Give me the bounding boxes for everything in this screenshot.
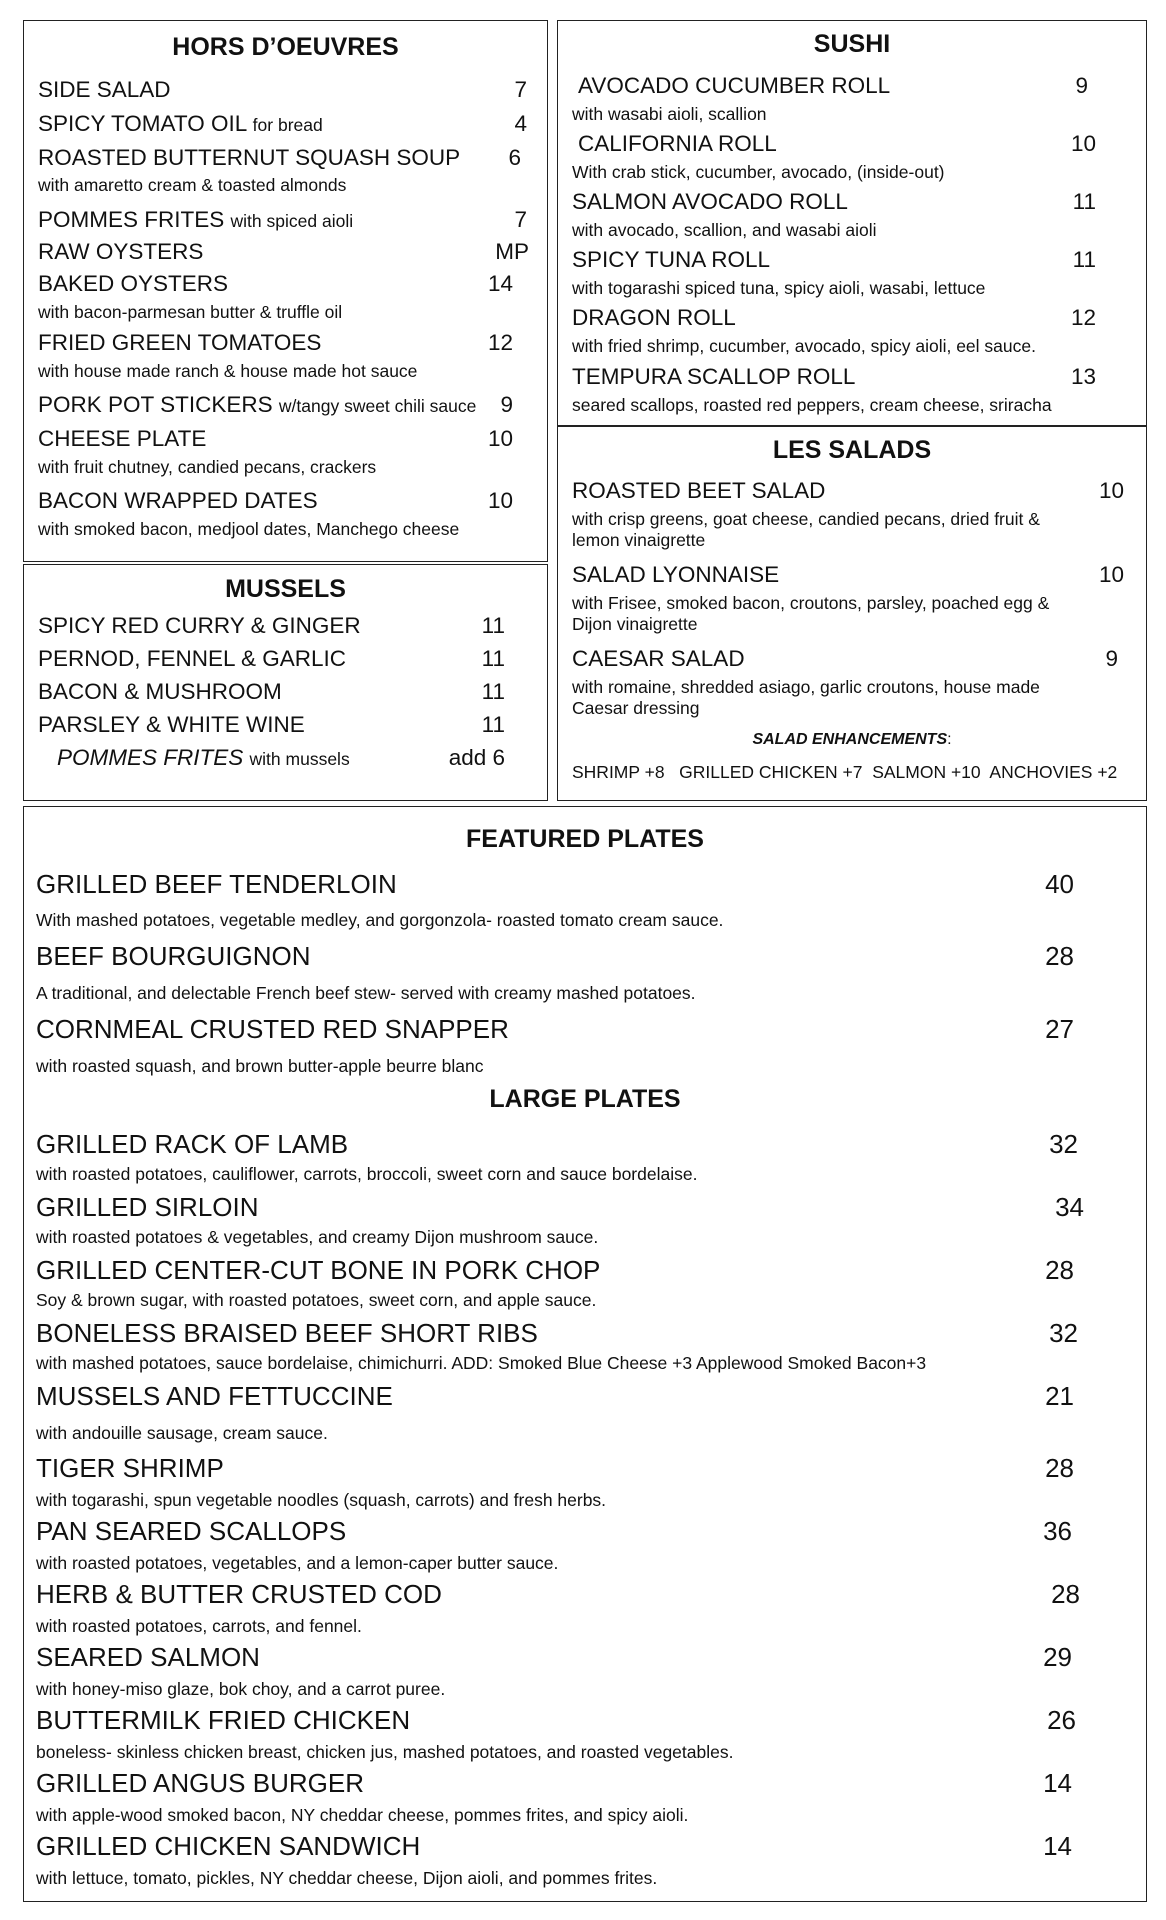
salad-enhancements-list: SHRIMP +8 GRILLED CHICKEN +7 SALMON +10 ANCHOVIES +2 [572, 762, 1118, 782]
menu-item-price: 10 [487, 426, 513, 451]
menu-item-price: 4 [514, 111, 527, 136]
menu-item-price: 10 [1070, 131, 1096, 156]
menu-item-name: SALAD LYONNAISE [572, 562, 780, 587]
section-title: HORS D’OEUVRES [172, 33, 399, 61]
menu-item-description: with andouille sausage, cream sauce. [36, 1423, 328, 1443]
menu-item-price: 13 [1070, 364, 1096, 389]
menu-item-description: with romaine, shredded asiago, garlic croutons, house made Caesar dressing [572, 677, 1040, 718]
mussels-addon [57, 745, 350, 771]
menu-item-name: BEEF BOURGUIGNON [36, 941, 311, 971]
menu-item-price: 12 [487, 330, 513, 355]
menu-item-price: 12 [1070, 305, 1096, 330]
menu-item-description: with roasted potatoes, cauliflower, carrots, broccoli, sweet corn and sauce bordelaise. [36, 1164, 698, 1184]
menu-item-description: with roasted potatoes, vegetables, and a lemon-caper butter sauce. [36, 1553, 559, 1573]
menu-item-description: Soy & brown sugar, with roasted potatoes, sweet corn, and apple sauce. [36, 1290, 597, 1310]
menu-item-description: with mashed potatoes, sauce bordelaise, chimichurri. ADD: Smoked Blue Cheese +3 Applewood Smoked Bacon+3 [36, 1353, 927, 1373]
menu-item-name: BONELESS BRAISED BEEF SHORT RIBS [36, 1318, 538, 1348]
menu-item-price: 7 [514, 77, 527, 102]
menu-item-name: DRAGON ROLL [572, 305, 736, 330]
menu-item-name: GRILLED RACK OF LAMB [36, 1129, 349, 1159]
menu-item-price: 28 [1045, 941, 1074, 971]
menu-item-price: 10 [1098, 478, 1124, 503]
section-title: MUSSELS [225, 575, 346, 603]
section-title: LES SALADS [772, 436, 932, 464]
menu-item-name: TEMPURA SCALLOP ROLL [572, 364, 856, 389]
menu-item-price: 10 [1098, 562, 1124, 587]
menu-item-description: seared scallops, roasted red peppers, cream cheese, sriracha [572, 395, 1052, 415]
menu-item-price: 11 [1072, 247, 1096, 272]
menu-item-price: 9 [500, 392, 513, 417]
menu-item-price: 28 [1051, 1579, 1080, 1609]
menu-item-description: with fried shrimp, cucumber, avocado, spicy aioli, eel sauce. [572, 336, 1036, 356]
menu-item-description: with roasted squash, and brown butter-apple beurre blanc [36, 1056, 484, 1076]
sushi-section [557, 20, 1147, 427]
menu-item-price: MP [495, 239, 529, 264]
menu-item-name: BAKED OYSTERS [38, 271, 229, 296]
plates-section [23, 806, 1147, 1902]
menu-item-price: 6 [508, 145, 521, 170]
menu-item-description: with house made ranch & house made hot sauce [38, 361, 418, 381]
addon-price: add 6 [448, 745, 505, 770]
menu-item-price: 11 [481, 679, 505, 704]
menu-item-price: 10 [487, 488, 513, 513]
menu-item-price: 11 [481, 646, 505, 671]
salad-enhancements-title: SALAD ENHANCEMENTS: [752, 731, 952, 748]
menu-item-price: 11 [481, 712, 505, 737]
menu-item-name: PAN SEARED SCALLOPS [36, 1516, 347, 1546]
menu-item-price: 11 [1072, 189, 1096, 214]
menu-item-description: with avocado, scallion, and wasabi aioli [572, 220, 877, 240]
menu-item-name: GRILLED CENTER-CUT BONE IN PORK CHOP [36, 1255, 601, 1285]
menu-item-name: SEARED SALMON [36, 1642, 260, 1672]
menu-item-name: TIGER SHRIMP [36, 1453, 224, 1483]
hors-doeuvres-section [23, 20, 548, 562]
menu-item-description: A traditional, and delectable French beef stew- served with creamy mashed potatoes. [36, 983, 696, 1003]
menu-item-description: with roasted potatoes & vegetables, and creamy Dijon mushroom sauce. [36, 1227, 599, 1247]
menu-item-description: with lettuce, tomato, pickles, NY cheddar cheese, Dijon aioli, and pommes frites. [36, 1868, 658, 1888]
menu-item-price: 21 [1045, 1381, 1074, 1411]
menu-item-name: GRILLED CHICKEN SANDWICH [36, 1831, 421, 1861]
addon-name: POMMES FRITES [57, 745, 244, 770]
menu-item-note: w/tangy sweet chili sauce [278, 396, 477, 416]
menu-item-description: with honey-miso glaze, bok choy, and a carrot puree. [36, 1679, 446, 1699]
menu-item-price: 14 [487, 271, 513, 296]
menu-item-description: with apple-wood smoked bacon, NY cheddar cheese, pommes frites, and spicy aioli. [36, 1805, 689, 1825]
menu-item-description: with crisp greens, goat cheese, candied pecans, dried fruit & lemon vinaigrette [572, 509, 1040, 550]
menu-item-price: 26 [1047, 1705, 1076, 1735]
menu-item-note: with spiced aioli [230, 211, 354, 231]
menu-item-name: SPICY TOMATO OIL for bread [38, 111, 323, 136]
menu-item-name: PERNOD, FENNEL & GARLIC [38, 646, 346, 671]
section-title: SUSHI [813, 30, 891, 58]
menu-item-price: 27 [1045, 1014, 1074, 1044]
menu-item-name: SPICY RED CURRY & GINGER [38, 613, 361, 638]
les-salads-section [557, 425, 1147, 801]
menu-item-price: 32 [1049, 1318, 1078, 1348]
menu-item-name: BACON & MUSHROOM [38, 679, 282, 704]
addon-note: with mussels [249, 749, 350, 769]
menu-item-price: 9 [1075, 73, 1088, 98]
menu-item-description: with bacon-parmesan butter & truffle oil [38, 302, 343, 322]
menu-item-description: boneless- skinless chicken breast, chicken jus, mashed potatoes, and roasted vegetables. [36, 1742, 734, 1762]
menu-item-name: BACON WRAPPED DATES [38, 488, 318, 513]
menu-item-name: SIDE SALAD [38, 77, 171, 102]
mussels-section [23, 564, 548, 801]
menu-item-description: With crab stick, cucumber, avocado, (inside-out) [572, 162, 945, 182]
menu-item-price: 11 [481, 613, 505, 638]
menu-item-description: With mashed potatoes, vegetable medley, and gorgonzola- roasted tomato cream sauce. [36, 910, 724, 930]
menu-item-name: CALIFORNIA ROLL [578, 131, 777, 156]
menu-item-price: 14 [1043, 1831, 1072, 1861]
menu-item-name: AVOCADO CUCUMBER ROLL [578, 73, 891, 98]
menu-item-name: CHEESE PLATE [38, 426, 207, 451]
menu-item-name: ROASTED BEET SALAD [572, 478, 826, 503]
menu-item-name: POMMES FRITES with spiced aioli [38, 207, 354, 232]
menu-item-name: RAW OYSTERS [38, 239, 204, 264]
menu-item-description: with amaretto cream & toasted almonds [38, 175, 347, 195]
menu-item-price: 40 [1045, 869, 1074, 899]
large-plates-title: LARGE PLATES [489, 1085, 681, 1113]
menu-item-name: GRILLED ANGUS BURGER [36, 1768, 364, 1798]
menu-item-price: 36 [1043, 1516, 1072, 1546]
menu-item-name: HERB & BUTTER CRUSTED COD [36, 1579, 442, 1609]
menu-item-price: 14 [1043, 1768, 1072, 1798]
menu-item-name: CORNMEAL CRUSTED RED SNAPPER [36, 1014, 509, 1044]
menu-item-price: 28 [1045, 1255, 1074, 1285]
menu-item-name: FRIED GREEN TOMATOES [38, 330, 322, 355]
menu-item-price: 9 [1105, 646, 1118, 671]
menu-item-description: with wasabi aioli, scallion [572, 104, 767, 124]
menu-item-price: 7 [514, 207, 527, 232]
menu-item-name: PORK POT STICKERS w/tangy sweet chili sauce [38, 392, 477, 417]
menu-item-price: 34 [1055, 1192, 1084, 1222]
menu-item-price: 28 [1045, 1453, 1074, 1483]
menu-item-description: with smoked bacon, medjool dates, Manchego cheese [38, 519, 460, 539]
menu-item-description: with roasted potatoes, carrots, and fennel. [36, 1616, 362, 1636]
menu-item-name: GRILLED SIRLOIN [36, 1192, 259, 1222]
menu-item-name: MUSSELS AND FETTUCCINE [36, 1381, 393, 1411]
menu-item-price: 32 [1049, 1129, 1078, 1159]
menu-item-name: SALMON AVOCADO ROLL [572, 189, 848, 214]
menu-item-description: with togarashi spiced tuna, spicy aioli, wasabi, lettuce [572, 278, 986, 298]
menu-item-name: GRILLED BEEF TENDERLOIN [36, 869, 397, 899]
featured-plates-title: FEATURED PLATES [466, 825, 704, 853]
menu-item-description: with togarashi, spun vegetable noodles (squash, carrots) and fresh herbs. [36, 1490, 607, 1510]
menu-item-description: with Frisee, smoked bacon, croutons, parsley, poached egg & Dijon vinaigrette [572, 593, 1050, 634]
menu-item-name: CAESAR SALAD [572, 646, 745, 671]
menu-item-name: BUTTERMILK FRIED CHICKEN [36, 1705, 411, 1735]
menu-item-price: 29 [1043, 1642, 1072, 1672]
menu-item-name: PARSLEY & WHITE WINE [38, 712, 305, 737]
menu-item-note: for bread [252, 115, 323, 135]
menu-item-description: with fruit chutney, candied pecans, crackers [38, 457, 377, 477]
menu-item-name: SPICY TUNA ROLL [572, 247, 770, 272]
menu-item-name: ROASTED BUTTERNUT SQUASH SOUP [38, 145, 461, 170]
